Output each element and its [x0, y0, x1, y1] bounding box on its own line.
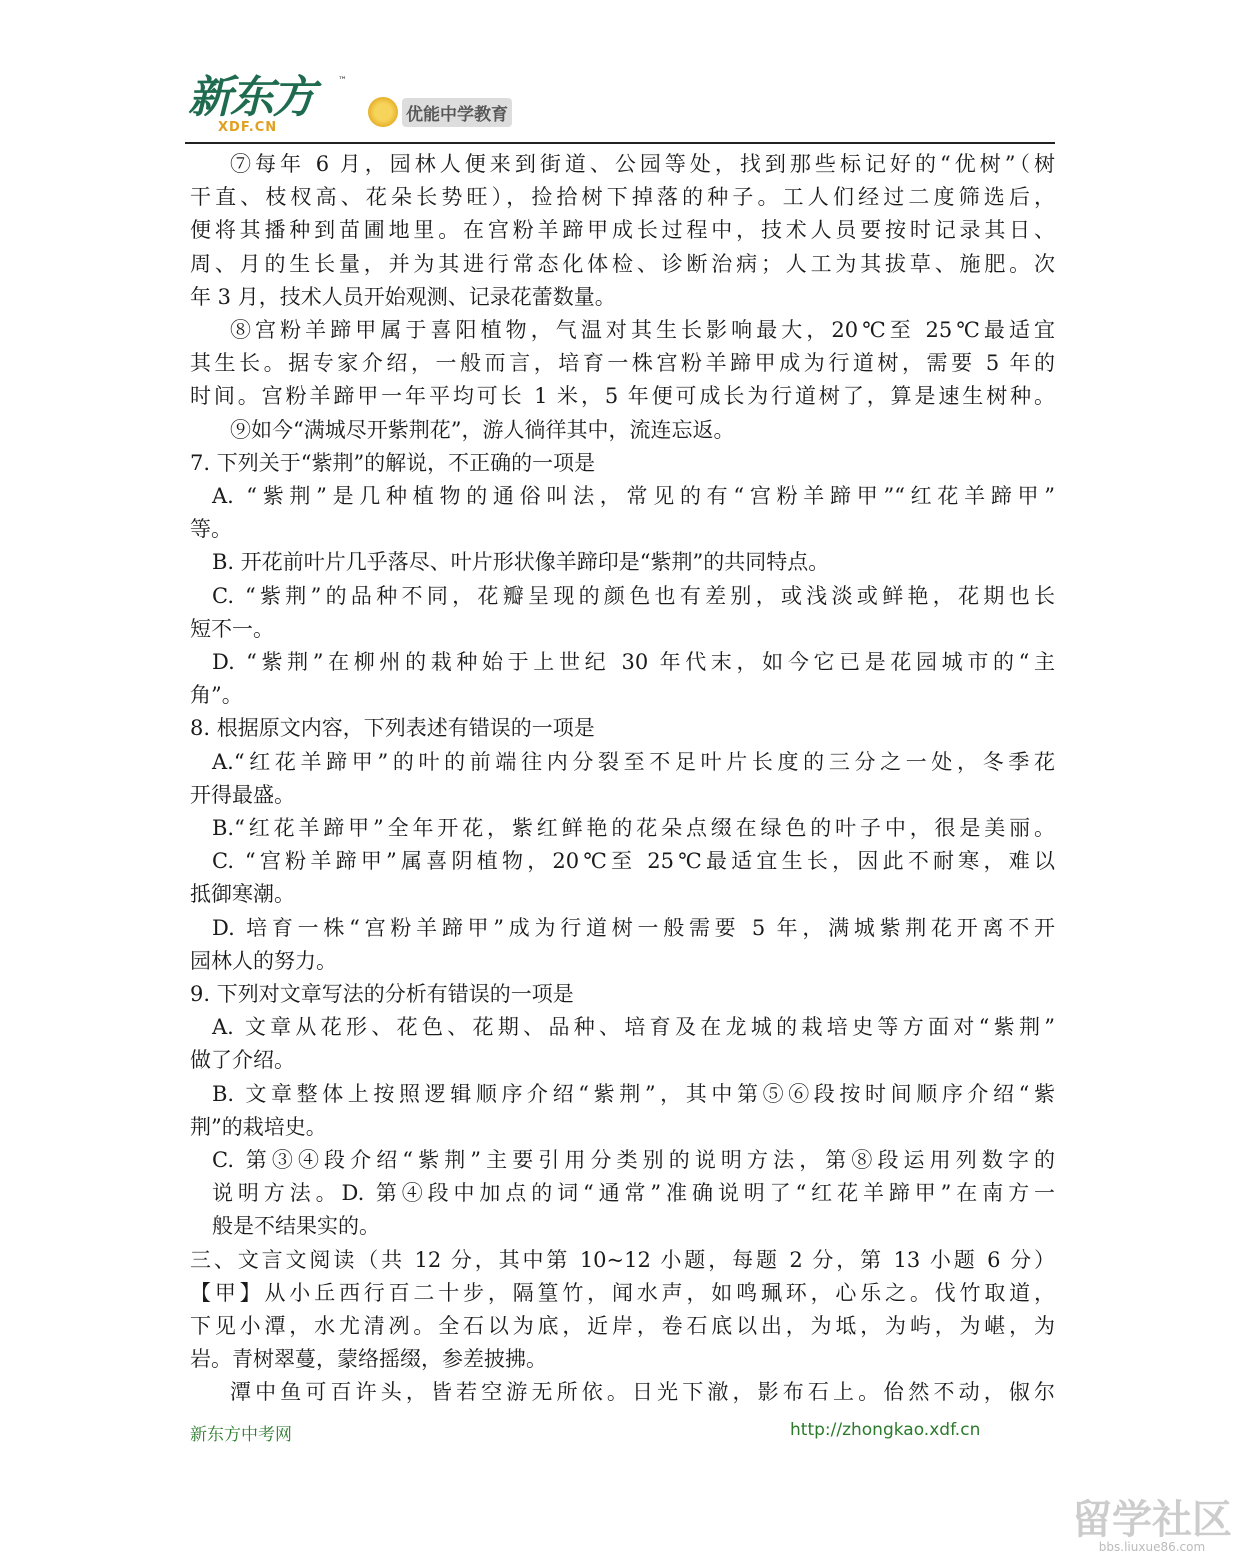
xdf-logo: [188, 72, 347, 135]
sun-icon: [368, 97, 398, 127]
text-line: 三、文言文阅读（共 12 分，其中第 10~12 小题，每题 2 分，第 13 小题 6 分）: [190, 1247, 1055, 1272]
footer-site-name: 新东方中考网: [190, 1425, 292, 1445]
youneng-logo-text: 优能中学教育: [402, 98, 512, 127]
text-line: ⑧宫粉羊蹄甲属于喜阳植物，气温对其生长影响最大，20℃至 25℃最适宜: [230, 318, 1055, 342]
text-line: 干直、枝杈高、花朵长势旺），捡拾树下掉落的种子。工人们经过二度筛选后，: [190, 185, 1055, 210]
header-rule: [185, 142, 1055, 144]
text-line: 周、月的生长量，并为其进行常态化体检、诊断治病；人工为其拔草、施肥。次: [190, 251, 1055, 276]
text-line: 做了介绍。: [190, 1048, 295, 1073]
text-line: C. “宫粉羊蹄甲”属喜阴植物，20℃至 25℃最适宜生长，因此不耐寒，难以: [212, 849, 1055, 874]
text-line: 岩。青树翠蔓，蒙络摇缀，参差披拂。: [190, 1347, 547, 1372]
text-line: B.“红花羊蹄甲”全年开花，紫红鲜艳的花朵点缀在绿色的叶子中，很是美丽。: [212, 816, 1055, 840]
text-line: C. “紫荆”的品种不同，花瓣呈现的颜色也有差别，或浅淡或鲜艳，花期也长: [212, 583, 1055, 608]
text-line: 开得最盛。: [190, 782, 295, 807]
text-line: A. “紫荆”是几种植物的通俗叫法，常见的有“宫粉羊蹄甲”“红花羊蹄甲”: [212, 484, 1055, 508]
logo-main-text: 新东方: [188, 72, 314, 123]
text-line: C. 第③④段介绍“紫荆”主要引用分类别的说明方法，第⑧段运用列数字的: [212, 1148, 1055, 1172]
text-line: ⑦每年 6 月，园林人便来到街道、公园等处，找到那些标记好的“优树”（树: [230, 152, 1055, 176]
text-line: 荆”的栽培史。: [190, 1114, 327, 1139]
text-line: 其生长。据专家介绍，一般而言，培育一株宫粉羊蹄甲成为行道树，需要 5 年的: [190, 351, 1055, 376]
text-line: 时间。宫粉羊蹄甲一年平均可长 1 米，5 年便可成长为行道树了，算是速生树种。: [190, 384, 1055, 409]
text-line: B. 开花前叶片几乎落尽、叶片形状像羊蹄印是“紫荆”的共同特点。: [212, 550, 830, 575]
text-line: 园林人的努力。: [190, 948, 337, 973]
text-line: D. 培育一株“宫粉羊蹄甲”成为行道树一般需要 5 年，满城紫荆花开离不开: [212, 915, 1055, 940]
text-line: 【甲】从小丘西行百二十步，隔篁竹，闻水声，如鸣珮环，心乐之。伐竹取道，: [190, 1280, 1055, 1305]
youneng-logo: [368, 97, 512, 127]
watermark-main: 留学社区: [1072, 1497, 1232, 1543]
text-line: 抵御寒潮。: [190, 882, 295, 907]
text-line: ⑨如今“满城尽开紫荆花”，游人徜徉其中，流连忘返。: [230, 417, 735, 442]
text-line: 般是不结果实的。: [212, 1214, 380, 1239]
text-line: 7. 下列关于“紫荆”的解说，不正确的一项是: [190, 450, 596, 475]
trademark: ™: [338, 76, 347, 86]
text-line: 短不一。: [190, 616, 274, 641]
footer-url[interactable]: http://zhongkao.xdf.cn: [790, 1420, 981, 1440]
text-line: A. 文章从花形、花色、花期、品种、培育及在龙城的栽培史等方面对“紫荆”: [212, 1015, 1055, 1040]
text-line: 潭中鱼可百许头，皆若空游无所依。日光下澈，影布石上。佁然不动，俶尔: [230, 1380, 1055, 1405]
watermark-sub: bbs.liuxue86.com: [1098, 1540, 1206, 1554]
text-line: 年 3 月，技术人员开始观测、记录花蕾数量。: [190, 284, 616, 309]
logo-sub-text: XDF.CN: [218, 120, 278, 135]
text-line: 8. 根据原文内容，下列表述有错误的一项是: [190, 716, 595, 741]
text-line: A.“红花羊蹄甲”的叶的前端往内分裂至不足叶片长度的三分之一处，冬季花: [212, 749, 1055, 774]
text-line: 9. 下列对文章写法的分析有错误的一项是: [190, 982, 574, 1006]
text-line: 等。: [190, 517, 232, 542]
text-line: 下见小潭，水尤清冽。全石以为底，近岸，卷石底以出，为坻，为屿，为嵁，为: [190, 1314, 1055, 1338]
text-line: 便将其播种到苗圃地里。在宫粉羊蹄甲成长过程中，技术人员要按时记录其日、: [190, 218, 1055, 243]
text-line: B. 文章整体上按照逻辑顺序介绍“紫荆”，其中第⑤⑥段按时间顺序介绍“紫: [212, 1081, 1055, 1106]
text-line: D. “紫荆”在柳州的栽种始于上世纪 30 年代末，如今它已是花园城市的“主: [212, 650, 1055, 674]
watermark: [1072, 1497, 1232, 1554]
text-line: 角”。: [190, 683, 243, 708]
text-line: 说明方法。D. 第④段中加点的词“通常”准确说明了“红花羊蹄甲”在南方一: [212, 1181, 1055, 1206]
